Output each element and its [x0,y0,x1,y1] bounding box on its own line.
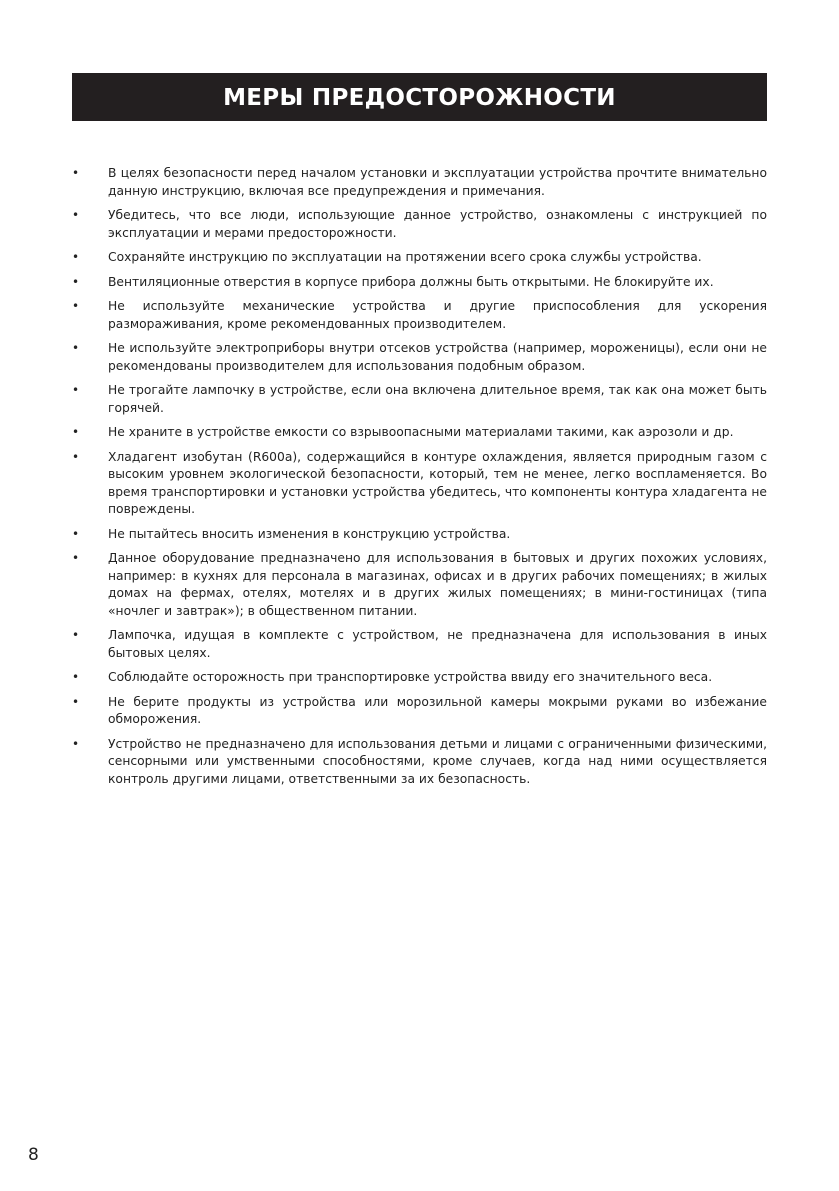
bullet-icon: • [72,166,80,180]
bullet-icon: • [72,274,80,289]
list-item-text: Убедитесь, что все люди, использующие данное устройство, ознакомлены с инструкцией по эксплуатации и мерами предосторожности. [108,208,767,240]
list-item-text: Данное оборудование предназначено для использования в бытовых и других похожих условиях, например: в кухнях для персонала в магазинах, офисах и в других рабочих помещениях; в жилых домах на фермах, отелях, мотелях и в других жилых помещениях; в мини-гостиницах (типа «ночлег и завтрак»); в общественном питании. [108,551,767,618]
bullet-icon: • [72,551,80,565]
bullet-icon: • [72,694,80,709]
list-item-text: Хладагент изобутан (R600a), содержащийся в контуре охлаждения, является природным газом с высоким уровнем экологической безопасности, который, тем не менее, легко воспламеняется. Во время транспортировки и установки устройства убедитесь, что компоненты контура хладагента не повреждены. [108,449,767,516]
page-number: 8 [28,1145,39,1165]
list-item [72,526,767,544]
list-item-text: Не пытайтесь вносить изменения в конструкцию устройства. [108,526,511,541]
list-item [72,627,767,662]
list-item [72,298,767,333]
bullet-icon: • [72,736,80,751]
bullet-icon: • [72,208,80,222]
bullet-icon: • [72,299,80,313]
list-item-text: Не храните в устройстве емкости со взрывоопасными материалами такими, как аэрозоли и др. [108,425,734,439]
list-item [72,249,767,267]
list-item [72,736,767,789]
list-item [72,340,767,375]
list-item [72,669,767,687]
bullet-icon: • [72,628,80,642]
list-item-text: В целях безопасности перед началом установки и эксплуатации устройства прочтите внимательно данную инструкцию, включая все предупреждения и примечания. [108,166,767,198]
list-item [72,274,767,292]
list-item [72,424,767,442]
bullet-icon: • [72,383,80,397]
list-item [72,694,767,729]
bullet-icon: • [72,425,80,439]
list-item [72,449,767,519]
list-item-text: Вентиляционные отверстия в корпусе прибора должны быть открытыми. Не блокируйте их. [108,274,714,289]
list-item-text: Устройство не предназначено для использования детьми и лицами с ограниченными физическими, сенсорными или умственными способностями, кроме случаев, когда над ними осуществляется контроль другими лицами, ответственными за их безопасность. [108,736,767,786]
bullet-icon: • [72,341,80,355]
precautions-list [72,165,767,795]
page-title: МЕРЫ ПРЕДОСТОРОЖНОСТИ [223,85,616,111]
list-item-text: Не используйте механические устройства и другие приспособления для ускорения размораживания, кроме рекомендованных производителем. [108,299,767,331]
list-item-text: Соблюдайте осторожность при транспортировке устройства ввиду его значительного веса. [108,670,713,684]
bullet-icon: • [72,526,80,541]
list-item-text: Не используйте электроприборы внутри отсеков устройства (например, мороженицы), если они не рекомендованы производителем для использования подобным образом. [108,341,767,373]
list-item-text: Лампочка, идущая в комплекте с устройством, не предназначена для использования в иных бытовых целях. [108,628,767,660]
list-item [72,382,767,417]
list-item-text: Сохраняйте инструкцию по эксплуатации на протяжении всего срока службы устройства. [108,250,702,264]
list-item [72,165,767,200]
list-item-text: Не берите продукты из устройства или морозильной камеры мокрыми руками во избежание обморожения. [108,694,767,726]
bullet-icon: • [72,670,80,684]
list-item-text: Не трогайте лампочку в устройстве, если она включена длительное время, так как она может быть горячей. [108,383,767,415]
bullet-icon: • [72,449,80,464]
list-item [72,207,767,242]
bullet-icon: • [72,250,80,264]
section-header-bar [72,73,767,121]
list-item [72,550,767,620]
